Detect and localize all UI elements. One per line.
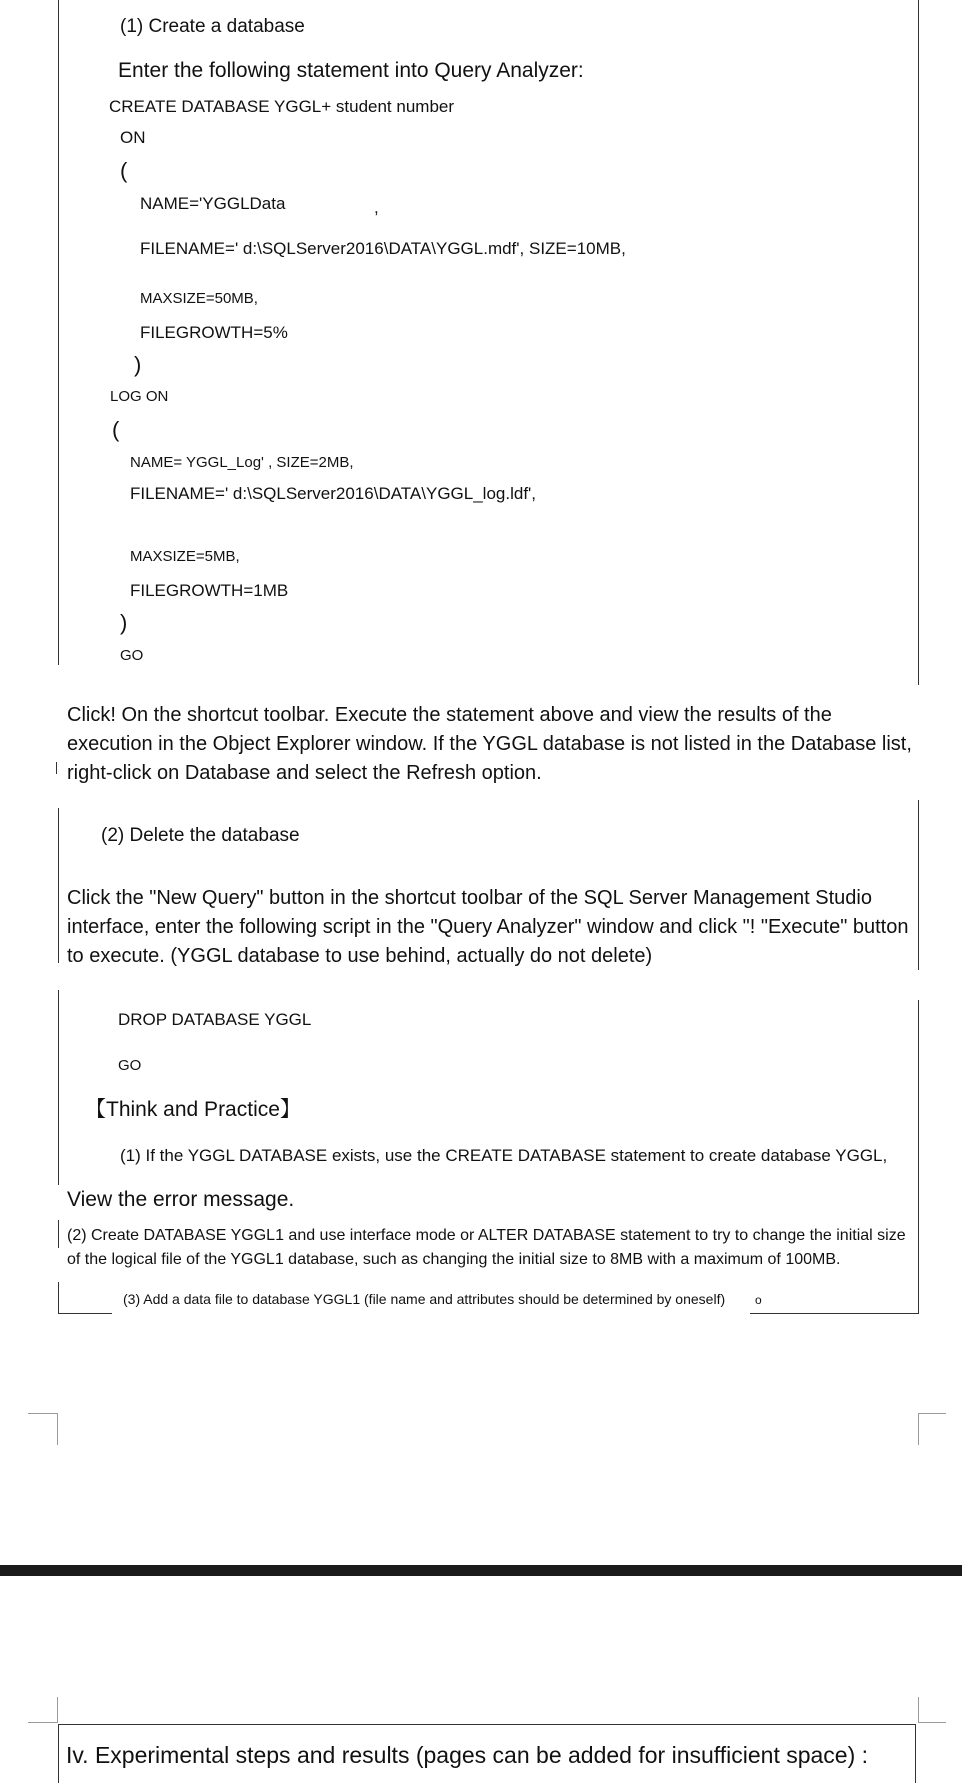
code-line-15: ) xyxy=(120,610,128,635)
page-separator xyxy=(0,1565,962,1576)
left-border-q2 xyxy=(58,1220,59,1248)
left-border-q3 xyxy=(58,1282,59,1314)
code-line-3: ( xyxy=(120,158,128,183)
corner-mark-left xyxy=(28,1413,58,1414)
page2-right-border xyxy=(915,1724,916,1783)
code-line-2: ON xyxy=(120,128,146,147)
corner-mark-left-v xyxy=(57,1413,58,1445)
code-line-4: NAME='YGGLData xyxy=(140,194,286,213)
left-border-low xyxy=(58,990,59,1185)
section1-after-text: Click! On the shortcut toolbar. Execute the statement above and view the results of the execution in the Object Explorer window. If the YGGL database is not listed in the Database list, right-click on Database and select the Refresh option. xyxy=(67,704,912,784)
tick-mark xyxy=(56,762,57,774)
code-line-14: FILEGROWTH=1MB xyxy=(130,581,289,600)
section4-heading: Iv. Experimental steps and results (pages can be added for insufficient space) : xyxy=(66,1742,869,1768)
corner-mark-right-2 xyxy=(918,1722,946,1723)
code-line-10: ( xyxy=(112,417,120,442)
drop-code-line-2: GO xyxy=(118,1057,142,1074)
right-border-low xyxy=(918,1000,919,1314)
corner-mark-left-2 xyxy=(28,1722,58,1723)
bottom-border-right xyxy=(750,1313,919,1314)
corner-mark-right-2v xyxy=(918,1697,919,1723)
bottom-border-left xyxy=(58,1313,112,1314)
corner-mark-right xyxy=(918,1413,946,1414)
code-line-6: MAXSIZE=50MB, xyxy=(140,290,258,307)
code-line-12: FILENAME=' d:\SQLServer2016\DATA\YGGL_log.ldf', xyxy=(130,484,537,503)
code-line-7: FILEGROWTH=5% xyxy=(140,323,288,342)
think-q1: (1) If the YGGL DATABASE exists, use the CREATE DATABASE statement to create database YGGL, xyxy=(120,1146,888,1165)
think-q2: (2) Create DATABASE YGGL1 and use interface mode or ALTER DATABASE statement to try to change the initial size of the logical file of the YGGL1 database, such as changing the initial size to 8MB with a maximum of 100MB. xyxy=(67,1227,906,1268)
section2-heading: (2) Delete the database xyxy=(101,825,300,846)
page2-top-border xyxy=(58,1724,916,1725)
section1-intro: Enter the following statement into Query Analyzer: xyxy=(118,59,584,82)
right-border-mid xyxy=(918,800,919,970)
left-border-top xyxy=(58,0,59,665)
section2-desc: Click the "New Query" button in the shortcut toolbar of the SQL Server Management Studio interface, enter the following script in the "Query Analyzer" window and click "! "Execute" button to execute. (YGGL database to use behind, actually do not delete) xyxy=(67,887,909,967)
corner-mark-right-v xyxy=(918,1413,919,1445)
think-q3-mark: o xyxy=(755,1293,762,1307)
right-border-top xyxy=(918,0,919,685)
think-title: 【Think and Practice】 xyxy=(85,1098,301,1121)
think-q3: (3) Add a data file to database YGGL1 (file name and attributes should be determined by oneself) xyxy=(123,1291,726,1307)
left-border-mid xyxy=(58,808,59,963)
drop-code-line-1: DROP DATABASE YGGL xyxy=(118,1010,312,1029)
code-line-16: GO xyxy=(120,647,144,664)
code-line-9: LOG ON xyxy=(110,388,169,405)
corner-mark-left-2v xyxy=(57,1697,58,1723)
code-line-11: NAME= YGGL_Log' , SIZE=2MB, xyxy=(130,454,354,471)
think-q1-cont: View the error message. xyxy=(67,1188,295,1211)
code-line-1: CREATE DATABASE YGGL+ student number xyxy=(109,97,455,116)
page2-left-border xyxy=(58,1724,59,1783)
section1-heading: (1) Create a database xyxy=(120,16,305,37)
code-line-4-comma: , xyxy=(374,198,379,217)
code-line-13: MAXSIZE=5MB, xyxy=(130,548,240,565)
code-line-8: ) xyxy=(134,352,142,377)
code-line-5: FILENAME=' d:\SQLServer2016\DATA\YGGL.mdf', SIZE=10MB, xyxy=(140,239,626,258)
